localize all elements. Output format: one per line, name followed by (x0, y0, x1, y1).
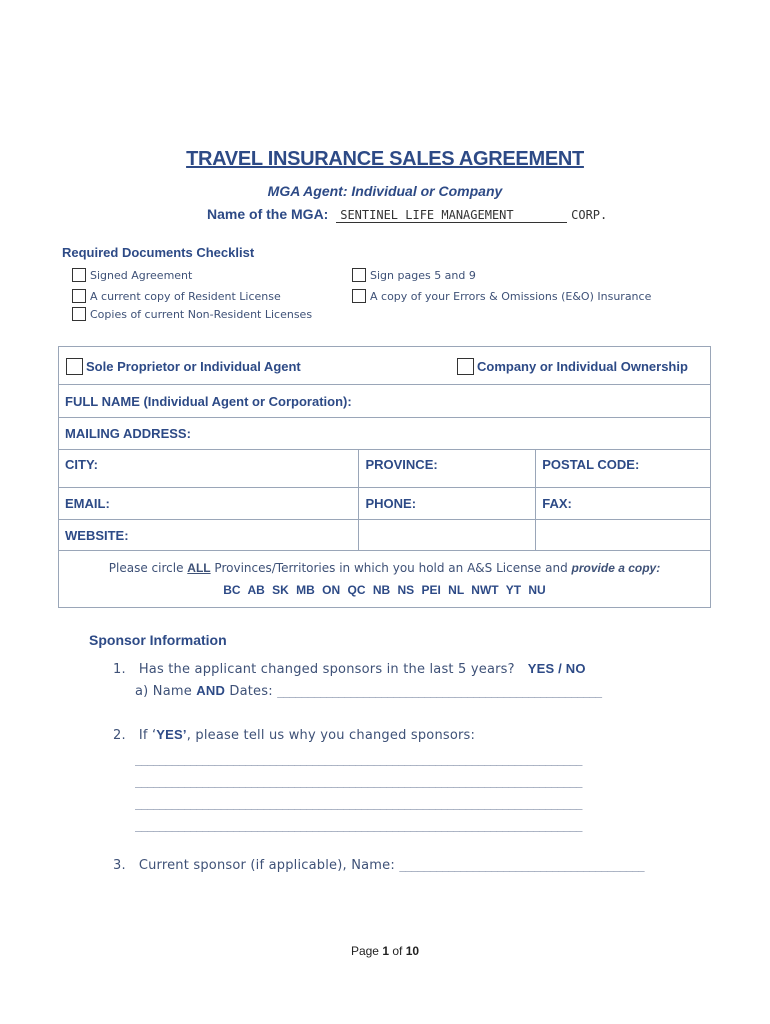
postal-code-field[interactable] (536, 450, 711, 488)
question-2-prefix: If ‘ (138, 728, 157, 743)
empty-cell (536, 520, 711, 551)
checkbox[interactable] (66, 358, 83, 375)
option-company[interactable] (457, 358, 688, 375)
checkbox[interactable] (352, 268, 366, 282)
full-name-label: FULL NAME (Individual Agent or Corporation): (65, 393, 352, 409)
checklist-item-sign-pages (352, 268, 476, 282)
question-number: 1. (113, 662, 126, 677)
reason-line[interactable]: _________________________________________________________________________ (135, 775, 582, 788)
checklist-item-eo-insurance (352, 289, 651, 303)
page-of: of (389, 944, 406, 958)
mailing-address-field[interactable] (59, 418, 711, 450)
page-current: 1 (382, 944, 389, 958)
provinces-list[interactable]: BC AB SK MB ON QC NB NS PEI NL NWT YT NU (223, 583, 546, 597)
checkbox[interactable] (72, 307, 86, 321)
question-1a-prefix: a) Name (135, 684, 197, 699)
reason-line[interactable]: _________________________________________________________________________ (135, 819, 582, 832)
website-label: WEBSITE: (65, 527, 129, 543)
mga-name-label: Name of the MGA: (207, 206, 329, 222)
agent-info-table (58, 346, 711, 608)
question-1a-suffix: Dates: (225, 684, 273, 699)
email-field[interactable] (59, 488, 359, 520)
provinces-row (59, 551, 711, 608)
full-name-field[interactable] (59, 385, 711, 418)
checklist-item-non-resident-licenses (72, 307, 312, 321)
option-individual-label: Sole Proprietor or Individual Agent (86, 359, 301, 374)
option-individual[interactable] (66, 358, 301, 375)
province-field[interactable] (359, 450, 536, 488)
checkbox[interactable] (352, 289, 366, 303)
empty-cell (359, 520, 536, 551)
page-total: 10 (405, 944, 420, 958)
question-number: 3. (113, 858, 126, 873)
phone-label: PHONE: (365, 496, 417, 511)
option-company-label: Company or Individual Ownership (477, 359, 688, 374)
phone-field[interactable] (359, 488, 536, 520)
question-2 (113, 727, 475, 743)
city-label: CITY: (65, 457, 98, 472)
question-1 (113, 661, 586, 677)
question-3 (113, 858, 644, 873)
reason-line[interactable]: _________________________________________________________________________ (135, 797, 582, 810)
checklist-item-label: A copy of your Errors & Omissions (E&O) Insurance (370, 289, 652, 303)
city-field[interactable] (59, 450, 359, 488)
question-2-yes: YES’ (156, 727, 187, 742)
website-field[interactable] (59, 520, 359, 551)
fax-label: FAX: (542, 496, 572, 511)
checkbox[interactable] (72, 289, 86, 303)
question-1a-and: AND (196, 683, 226, 698)
name-dates-line[interactable]: _____________________________________________________ (277, 685, 602, 698)
reason-line[interactable]: _________________________________________________________________________ (135, 753, 582, 766)
agent-type-row (59, 347, 711, 385)
mailing-address-label: MAILING ADDRESS: (65, 426, 191, 441)
current-sponsor-line[interactable]: ________________________________________ (399, 859, 645, 872)
mga-name-row (207, 206, 607, 223)
checklist-item-label: Sign pages 5 and 9 (370, 268, 476, 282)
yes-no-options[interactable]: YES / NO (527, 661, 586, 676)
mga-name-suffix: CORP. (571, 208, 608, 222)
question-1-text: Has the applicant changed sponsors in the last 5 years? (138, 662, 515, 677)
provinces-copy: provide a copy: (571, 561, 661, 575)
mga-name-field[interactable]: SENTINEL LIFE MANAGEMENT (336, 208, 567, 223)
checklist-item-label: A current copy of Resident License (90, 289, 281, 303)
document-subtitle: MGA Agent: Individual or Company (267, 183, 503, 199)
checkbox[interactable] (457, 358, 474, 375)
page-prefix: Page (350, 944, 383, 958)
email-label: EMAIL: (65, 496, 110, 511)
checklist-item-signed-agreement (72, 268, 192, 282)
provinces-middle: Provinces/Territories in which you hold an A&S License and (210, 561, 572, 575)
question-3-text: Current sponsor (if applicable), Name: (138, 858, 395, 873)
question-number: 2. (113, 728, 126, 743)
document-title: TRAVEL INSURANCE SALES AGREEMENT (186, 148, 584, 170)
question-1a (135, 683, 602, 699)
fax-field[interactable] (536, 488, 711, 520)
postal-code-label: POSTAL CODE: (542, 457, 640, 472)
page-number (0, 944, 770, 958)
question-2-suffix: , please tell us why you changed sponsors: (186, 728, 476, 743)
provinces-all: ALL (187, 561, 211, 575)
provinces-prefix: Please circle (108, 561, 188, 575)
province-label: PROVINCE: (365, 457, 438, 472)
checklist-item-label: Copies of current Non-Resident Licenses (90, 307, 313, 321)
provinces-instruction (65, 561, 704, 575)
checkbox[interactable] (72, 268, 86, 282)
checklist-item-resident-license (72, 289, 281, 303)
checklist-item-label: Signed Agreement (90, 268, 193, 282)
sponsor-title: Sponsor Information (89, 632, 227, 648)
checklist-title: Required Documents Checklist (62, 245, 255, 260)
